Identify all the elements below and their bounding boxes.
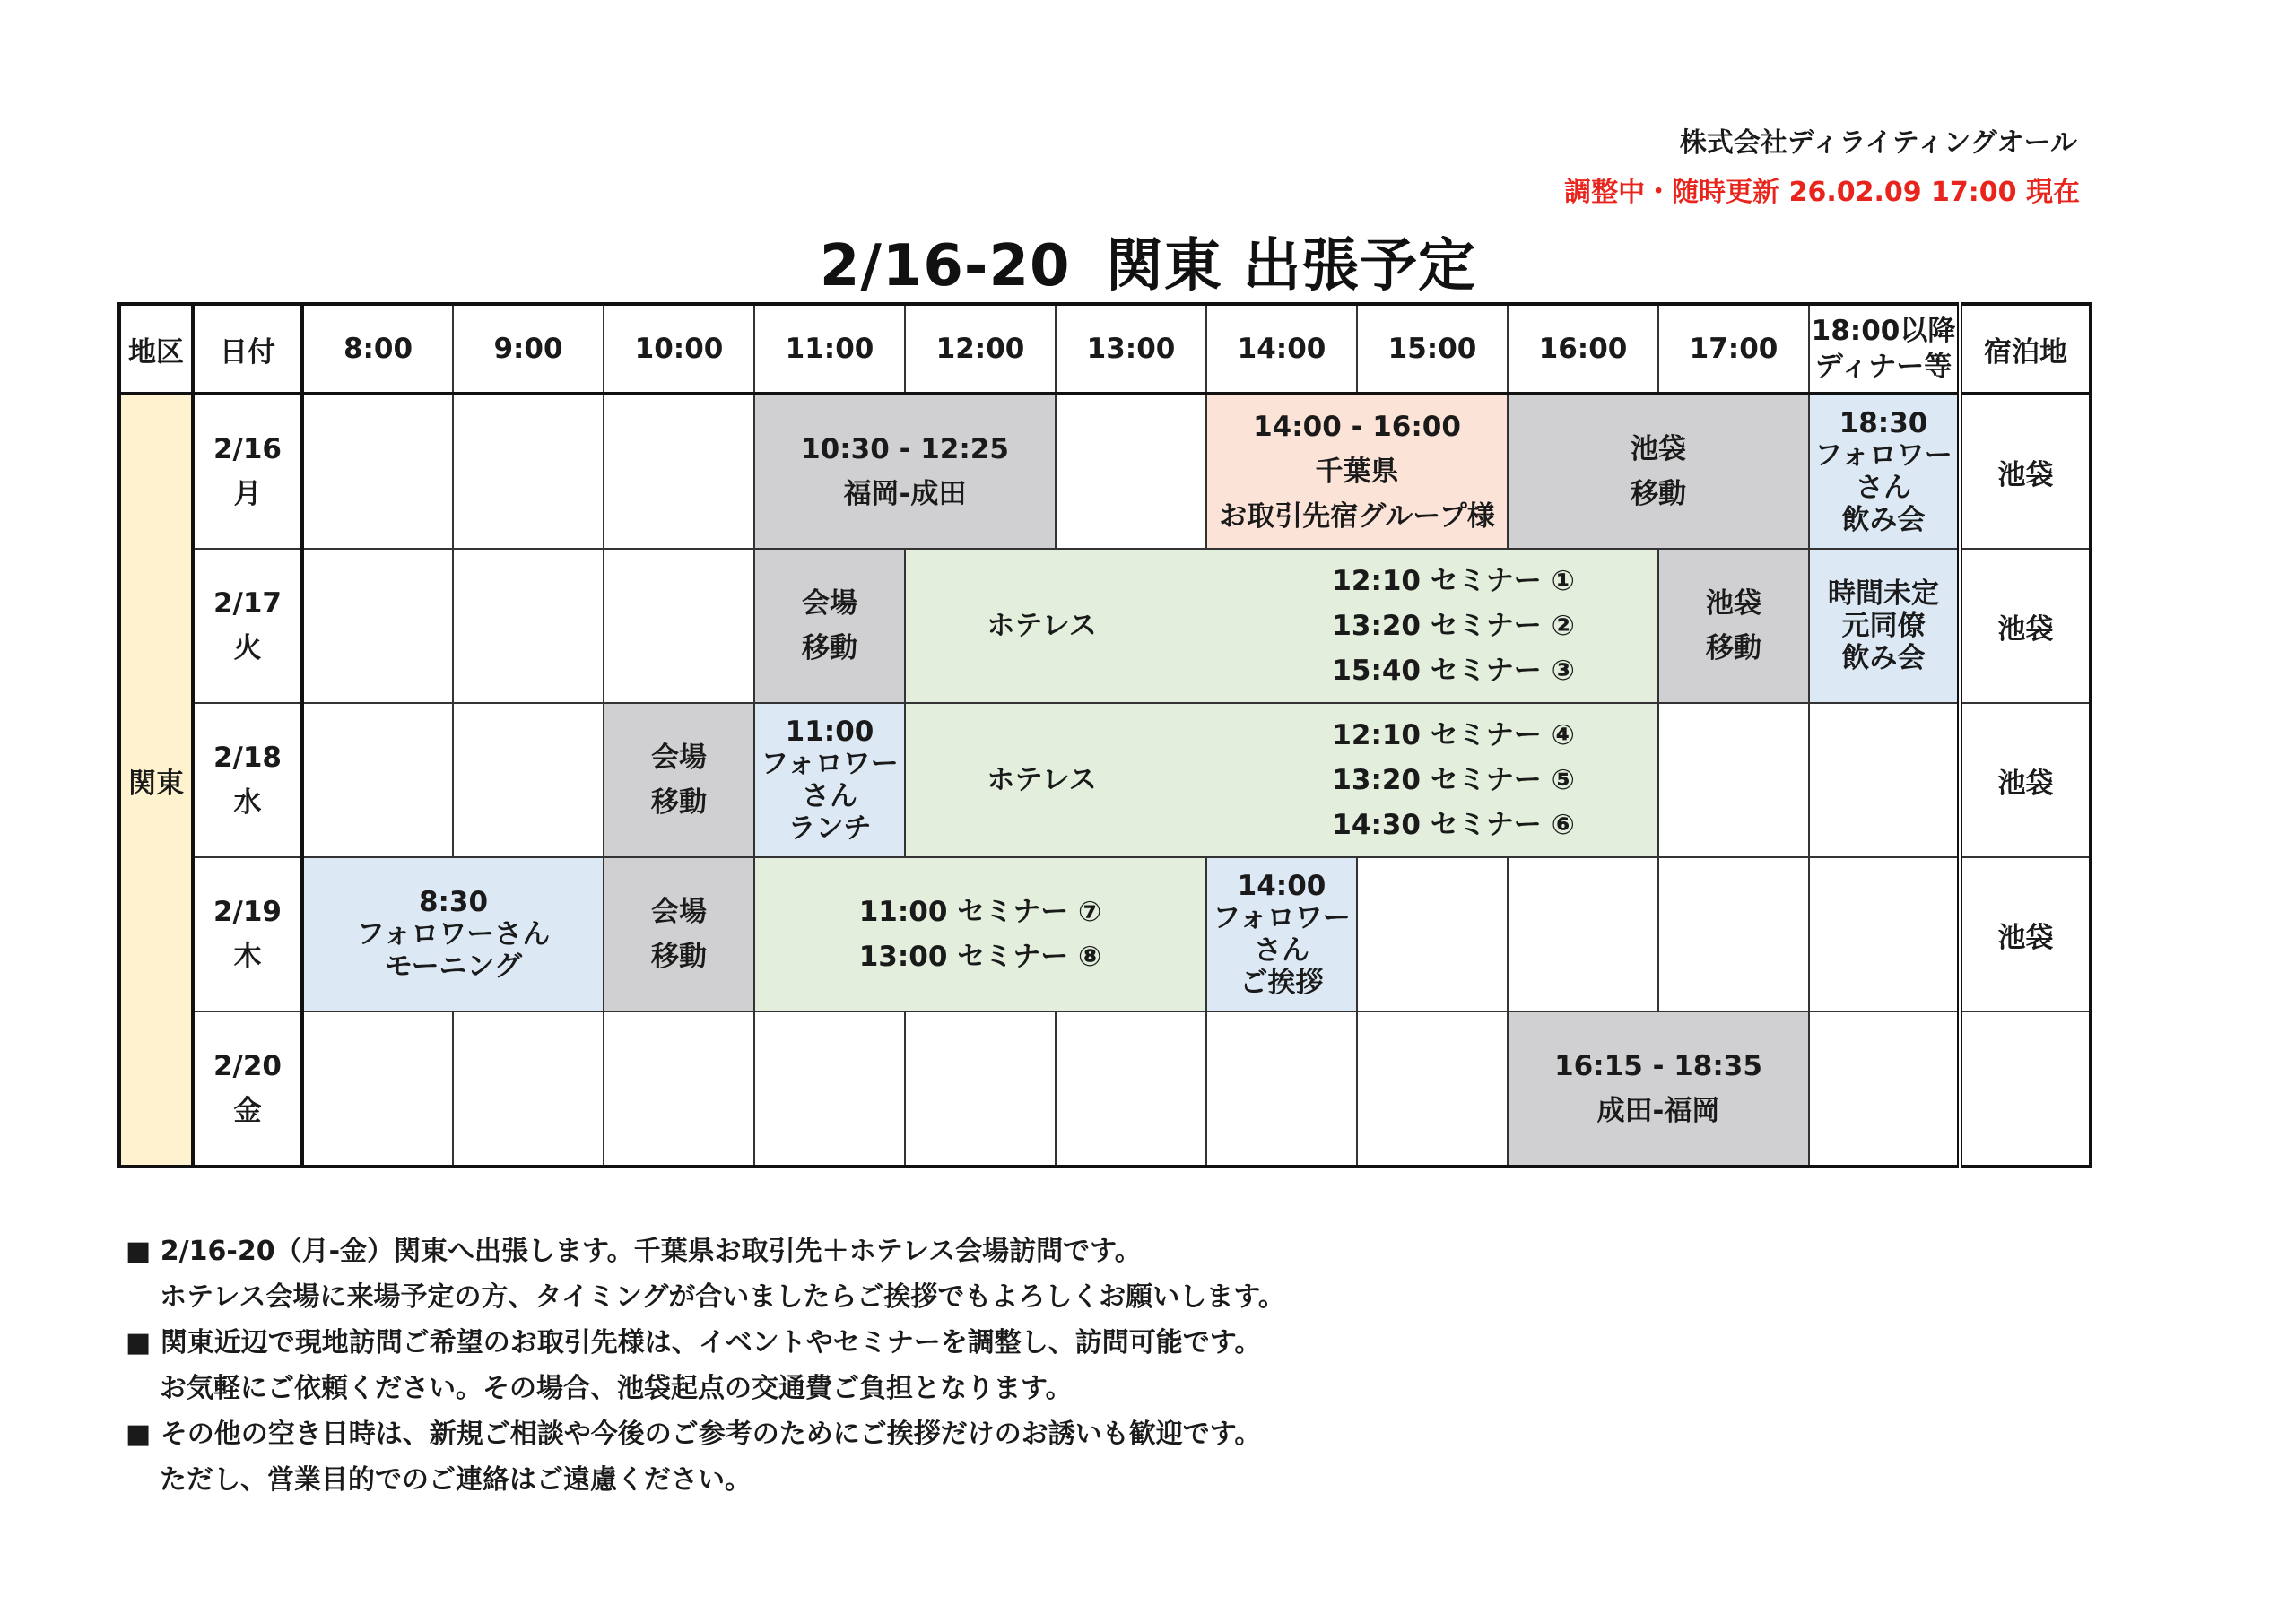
- title-text: 関東 出張予定: [1105, 233, 1477, 299]
- seminar-line: 12:10 セミナー ①: [1332, 565, 1575, 597]
- empty-slot: [1357, 857, 1508, 1011]
- event-move: [1658, 549, 1809, 703]
- empty-slot: [1206, 1011, 1357, 1167]
- event-line: 千葉県: [1315, 456, 1399, 488]
- date-cell: [193, 857, 302, 1011]
- header-region: 地区: [119, 304, 193, 394]
- date-label: 2/18: [213, 742, 283, 774]
- date-label: 2/17: [213, 587, 283, 620]
- event-flight: [1508, 1011, 1809, 1167]
- event-line: ランチ: [787, 812, 872, 845]
- empty-slot: [302, 549, 453, 703]
- event-flight: [754, 394, 1056, 549]
- event-line: お取引先宿グループ様: [1219, 500, 1495, 533]
- venue-label: ホテレス: [987, 610, 1097, 642]
- empty-slot: [302, 1011, 453, 1167]
- event-line: 18:30: [1839, 407, 1928, 439]
- empty-slot: [1658, 857, 1809, 1011]
- note-line: ただし、営業目的でのご連絡はご遠慮ください。: [160, 1464, 752, 1496]
- header-time: 12:00: [905, 304, 1056, 394]
- empty-slot: [453, 703, 604, 857]
- note-line: お気軽にご依頼ください。その場合、池袋起点の交通費ご負担となります。: [160, 1373, 1073, 1404]
- event-client-visit: [1206, 394, 1508, 549]
- header-time: 8:00: [302, 304, 453, 394]
- header-stay: 宿泊地: [1960, 304, 2091, 394]
- event-line: 飲み会: [1841, 642, 1926, 674]
- header-dinner-line: 18:00以降: [1811, 315, 1956, 347]
- event-line: 10:30 - 12:25: [801, 433, 1009, 465]
- event-line: 時間未定: [1828, 577, 1939, 610]
- weekday-label: 金: [233, 1095, 262, 1127]
- header-time: 13:00: [1056, 304, 1206, 394]
- day-row: [119, 857, 2091, 1011]
- page-title: [0, 220, 2296, 302]
- empty-slot: [1809, 857, 1960, 1011]
- day-row: [119, 549, 2091, 703]
- empty-slot: [1357, 1011, 1508, 1167]
- note-line: ホテレス会場に来場予定の方、タイミングが合いましたらご挨拶でもよろしくお願いします。: [160, 1281, 1285, 1313]
- empty-slot: [604, 549, 754, 703]
- event-line: フォロワーさん: [1814, 439, 1952, 504]
- empty-slot: [1809, 1011, 1960, 1167]
- header-dinner-line: ディナー等: [1814, 351, 1952, 383]
- note-line: ■ 2/16-20（月-金）関東へ出張します。千葉県お取引先＋ホテレス会場訪問です。: [126, 1236, 1142, 1267]
- event-line: 移動: [651, 941, 707, 973]
- stay-cell: [1960, 1011, 2091, 1167]
- note-line: ■ 関東近辺で現地訪問ご希望のお取引先様は、イベントやセミナーを調整し、訪問可能です。: [126, 1327, 1262, 1358]
- event-move: [754, 549, 905, 703]
- event-morning: [302, 857, 604, 1011]
- stay-cell: 池袋: [1960, 703, 2091, 857]
- empty-slot: [453, 394, 604, 549]
- seminar-line: 14:30 セミナー ⑥: [1332, 809, 1575, 841]
- date-cell: [193, 1011, 302, 1167]
- event-seminars: [754, 857, 1206, 1011]
- weekday-label: 水: [233, 786, 262, 819]
- empty-slot: [302, 394, 453, 549]
- event-move: [1508, 394, 1809, 549]
- venue-label: ホテレス: [987, 764, 1097, 796]
- company-name: 株式会社ディライティングオール: [1679, 127, 2077, 159]
- date-label: 2/16: [213, 433, 283, 465]
- empty-slot: [905, 1011, 1056, 1167]
- empty-slot: [453, 549, 604, 703]
- header-row: [119, 304, 2091, 394]
- header-time: 17:00: [1658, 304, 1809, 394]
- stay-cell: 池袋: [1960, 549, 2091, 703]
- date-label: 2/20: [213, 1050, 283, 1082]
- seminar-line: 13:20 セミナー ②: [1332, 610, 1575, 642]
- event-line: 会場: [651, 896, 707, 928]
- event-line: 池袋: [1706, 587, 1761, 620]
- empty-slot: [754, 1011, 905, 1167]
- event-line: 8:30: [418, 886, 489, 918]
- event-greeting: [1206, 857, 1357, 1011]
- stay-cell: 池袋: [1960, 394, 2091, 549]
- event-line: フォロワーさん: [356, 918, 551, 950]
- note-line: ■ その他の空き日時は、新規ご相談や今後のご参考のためにご挨拶だけのお誘いも歓迎です。: [126, 1419, 1262, 1450]
- seminar-line: 11:00 セミナー ⑦: [858, 896, 1102, 928]
- event-line: 元同僚: [1841, 610, 1926, 642]
- header-time: 14:00: [1206, 304, 1357, 394]
- seminar-line: 12:10 セミナー ④: [1332, 719, 1575, 751]
- empty-slot: [1508, 857, 1658, 1011]
- date-label: 2/19: [213, 896, 283, 928]
- header-time: 16:00: [1508, 304, 1658, 394]
- event-line: フォロワーさん: [1213, 902, 1351, 967]
- header-time: 9:00: [453, 304, 604, 394]
- event-line: 移動: [651, 786, 707, 819]
- header-time: 15:00: [1357, 304, 1508, 394]
- event-line: モーニング: [384, 950, 523, 983]
- event-line: 移動: [1706, 632, 1761, 664]
- header-date: 日付: [193, 304, 302, 394]
- weekday-label: 火: [233, 632, 262, 664]
- seminar-line: 13:00 セミナー ⑧: [858, 941, 1102, 973]
- empty-slot: [1658, 703, 1809, 857]
- header-dinner: [1809, 304, 1960, 394]
- weekday-label: 月: [233, 478, 262, 510]
- event-line: ご挨拶: [1239, 967, 1324, 999]
- event-line: 成田-福岡: [1596, 1095, 1720, 1127]
- header-time: 10:00: [604, 304, 754, 394]
- event-line: 会場: [651, 742, 707, 774]
- empty-slot: [453, 1011, 604, 1167]
- event-move: [604, 703, 754, 857]
- event-seminars: [905, 549, 1658, 703]
- date-cell: [193, 549, 302, 703]
- empty-slot: [604, 1011, 754, 1167]
- stay-cell: 池袋: [1960, 857, 2091, 1011]
- seminar-line: 15:40 セミナー ③: [1332, 655, 1575, 687]
- event-line: フォロワーさん: [761, 748, 899, 812]
- event-line: 14:00 - 16:00: [1253, 411, 1461, 443]
- seminar-line: 13:20 セミナー ⑤: [1332, 764, 1575, 796]
- empty-slot: [1056, 394, 1206, 549]
- event-lunch: [754, 703, 905, 857]
- event-seminars: [905, 703, 1658, 857]
- event-line: 移動: [1631, 478, 1686, 510]
- event-line: 福岡-成田: [843, 478, 967, 510]
- empty-slot: [1056, 1011, 1206, 1167]
- event-line: 14:00: [1237, 870, 1326, 902]
- title-dates: 2/16-20: [819, 233, 1071, 299]
- day-row: [119, 703, 2091, 857]
- empty-slot: [302, 703, 453, 857]
- event-line: 池袋: [1631, 433, 1686, 465]
- day-row: [119, 394, 2091, 549]
- notes-section: [126, 1228, 1740, 1503]
- empty-slot: [1809, 703, 1960, 857]
- header-time: 11:00: [754, 304, 905, 394]
- date-cell: [193, 703, 302, 857]
- event-line: 移動: [802, 632, 857, 664]
- event-move: [604, 857, 754, 1011]
- empty-slot: [604, 394, 754, 549]
- schedule-table: [117, 302, 2092, 1168]
- event-line: 飲み会: [1841, 504, 1926, 536]
- event-dinner: [1809, 394, 1960, 549]
- weekday-label: 木: [233, 941, 262, 973]
- event-line: 会場: [802, 587, 857, 620]
- update-status: 調整中・随時更新 26.02.09 17:00 現在: [1564, 177, 2080, 208]
- date-cell: [193, 394, 302, 549]
- event-line: 16:15 - 18:35: [1554, 1050, 1762, 1082]
- event-line: 11:00: [785, 716, 874, 748]
- region-cell: 関東: [119, 394, 193, 1167]
- event-dinner: [1809, 549, 1960, 703]
- day-row: [119, 1011, 2091, 1167]
